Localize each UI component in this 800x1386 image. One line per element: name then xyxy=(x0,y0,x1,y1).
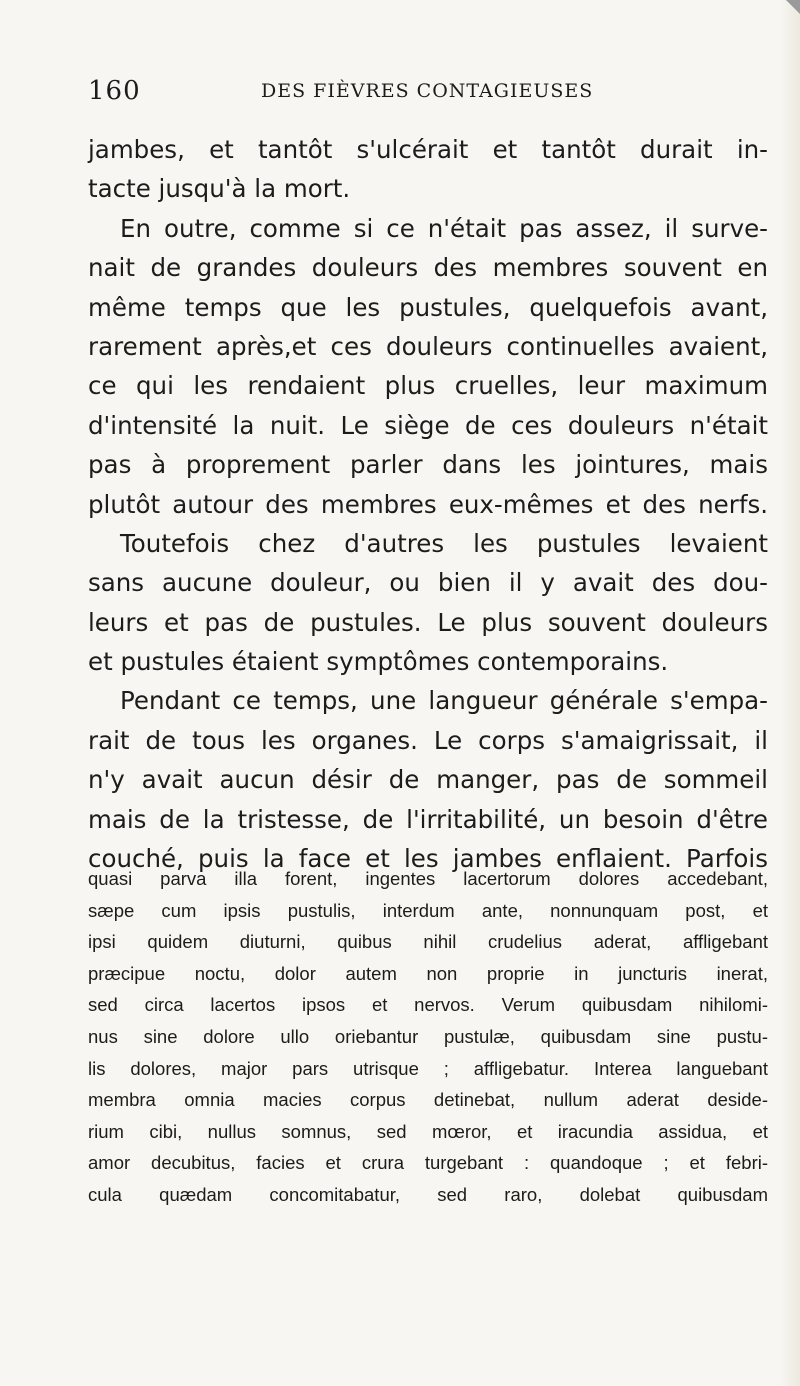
main-text-line: tacte jusqu'à la mort. xyxy=(88,174,351,204)
main-text-line: sans aucune douleur, ou bien il y avait des dou- xyxy=(88,568,768,598)
main-text-line: Toutefois chez d'autres les pustules levaient xyxy=(120,528,768,558)
page-number: 160 xyxy=(88,76,141,106)
main-text-line: n'y avait aucun désir de manger, pas de sommeil xyxy=(88,765,768,795)
main-text-line: même temps que les pustules, quelquefois avant, xyxy=(88,292,768,322)
main-text-line: mais de la tristesse, de l'irritabilité, un besoin d'être xyxy=(88,804,768,834)
footnote-line: cula quædam concomitabatur, sed raro, dolebat quibusdam xyxy=(88,1183,768,1205)
footnote-line: ipsi quidem diuturni, quibus nihil crudelius aderat, affligebant xyxy=(88,931,768,953)
main-text-line: pas à proprement parler dans les jointures, mais xyxy=(88,450,768,480)
footnote-line: nus sine dolore ullo oriebantur pustulæ, quibusdam sine pustu- xyxy=(88,1025,768,1047)
main-text-line: rarement après,et ces douleurs continuelles avaient, xyxy=(88,331,768,361)
main-text-line: plutôt autour des membres eux-mêmes et des nerfs. xyxy=(88,489,768,519)
running-title: DES FIÈVRES CONTAGIEUSES xyxy=(261,80,594,102)
latin-footnote xyxy=(88,863,768,1211)
footnote-line: quasi parva illa forent, ingentes lacertorum dolores accedebant, xyxy=(88,868,768,889)
main-text-line: jambes, et tantôt s'ulcérait et tantôt durait in- xyxy=(88,135,768,164)
footnote-line: præcipue noctu, dolor autem non proprie in juncturis inerat, xyxy=(88,962,768,984)
main-text-line: Pendant ce temps, une langueur générale s'empa- xyxy=(120,686,768,716)
main-text-line: ce qui les rendaient plus cruelles, leur maximum xyxy=(88,371,768,401)
main-text-line: et pustules étaient symptômes contemporains. xyxy=(88,647,669,677)
footnote-line: lis dolores, major pars utrisque ; affligebatur. Interea languebant xyxy=(88,1057,768,1079)
main-text-line: couché, puis la face et les jambes enflaient. Parfois xyxy=(88,844,768,874)
page-header xyxy=(88,76,594,112)
footnote-line: sæpe cum ipsis pustulis, interdum ante, nonnunquam post, et xyxy=(88,899,768,921)
main-text-line: leurs et pas de pustules. Le plus souvent douleurs xyxy=(88,607,768,637)
main-text-line: En outre, comme si ce n'était pas assez, il surve- xyxy=(120,213,768,243)
page-edge-shadow xyxy=(780,0,800,1386)
main-body-text xyxy=(88,130,768,878)
main-text-line: rait de tous les organes. Le corps s'amaigrissait, il xyxy=(88,725,768,755)
footnote-line: sed circa lacertos ipsos et nervos. Verum quibusdam nihilomi- xyxy=(88,994,768,1016)
footnote-line: amor decubitus, facies et crura turgebant : quandoque ; et febri- xyxy=(88,1152,768,1174)
footnote-line: rium cibi, nullus somnus, sed mœror, et iracundia assidua, et xyxy=(88,1120,768,1142)
main-text-line: d'intensité la nuit. Le siège de ces douleurs n'était xyxy=(88,410,768,440)
main-text-line: nait de grandes douleurs des membres souvent en xyxy=(88,253,768,283)
footnote-line: membra omnia macies corpus detinebat, nullum aderat deside- xyxy=(88,1089,768,1111)
corner-fold-mark xyxy=(778,0,800,22)
